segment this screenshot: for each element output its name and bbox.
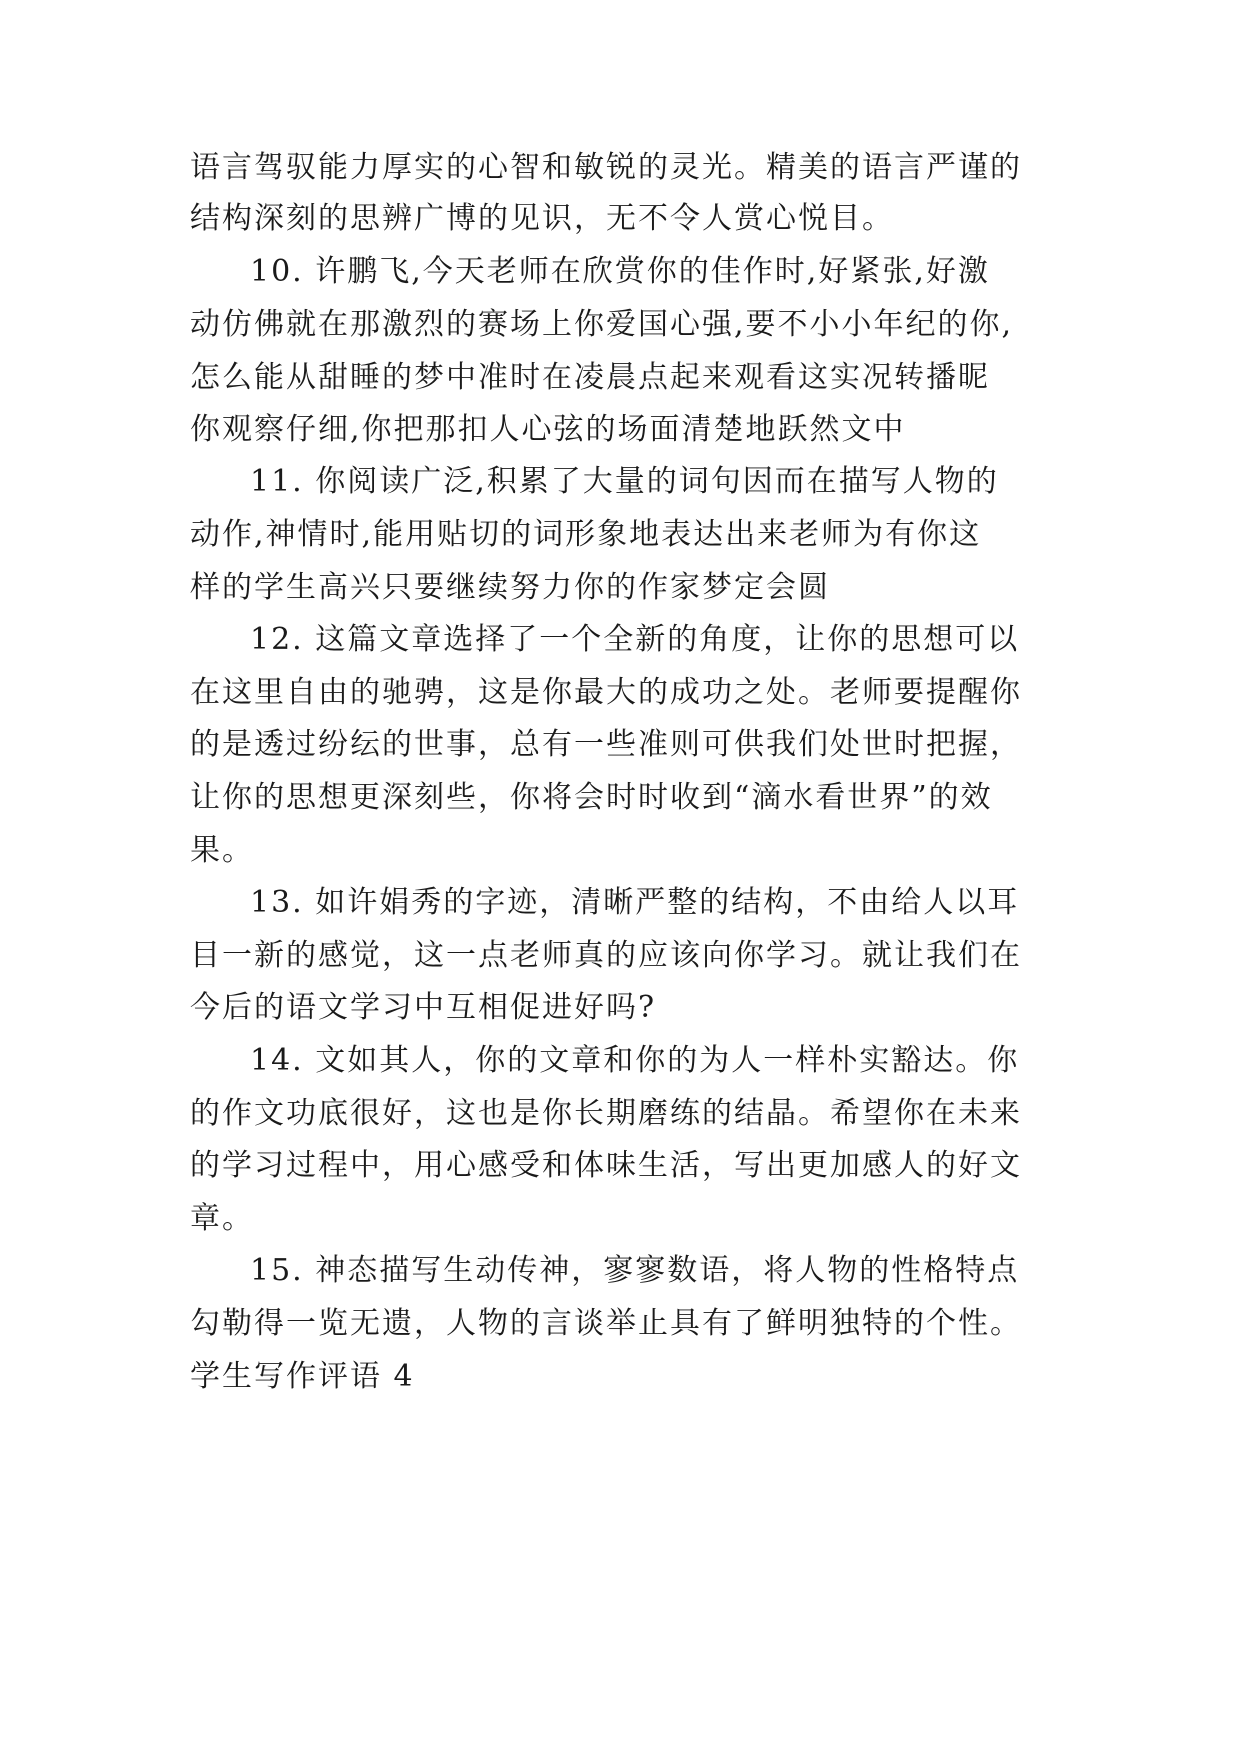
text-line: 的作文功底很好，这也是你长期磨练的结晶。希望你在未来 (190, 1096, 1022, 1131)
text-line: 语言驾驭能力厚实的心智和敏锐的灵光。精美的语言严谨的 (190, 150, 1022, 185)
text-line: 果。 (190, 833, 254, 868)
section-heading: 学生写作评语 4 (190, 1359, 415, 1394)
text-line: 你观察仔细,你把那扣人心弦的场面清楚地跃然文中 (190, 412, 906, 447)
text-line: 勾勒得一览无遗，人物的言谈举止具有了鲜明独特的个性。 (190, 1306, 1022, 1341)
text-line: 结构深刻的思辨广博的见识，无不令人赏心悦目。 (190, 201, 894, 236)
text-line: 章。 (190, 1201, 254, 1236)
text-line: 今后的语文学习中互相促进好吗? (190, 990, 657, 1025)
text-line: 动仿佛就在那激烈的赛场上你爱国心强,要不小小年纪的你, (190, 307, 1014, 342)
text-line: 在这里自由的驰骋，这是你最大的成功之处。老师要提醒你 (190, 675, 1022, 710)
paragraph-11-start: 11. 你阅读广泛,积累了大量的词句因而在描写人物的 (250, 464, 999, 499)
text-line: 怎么能从甜睡的梦中准时在凌晨点起来观看这实况转播昵 (190, 360, 990, 395)
text-line: 让你的思想更深刻些，你将会时时收到“滴水看世界”的效 (190, 780, 993, 815)
text-line: 动作,神情时,能用贴切的词形象地表达出来老师为有你这 (190, 517, 982, 552)
paragraph-12-start: 12. 这篇文章选择了一个全新的角度，让你的思想可以 (250, 622, 1020, 657)
text-line: 的是透过纷纭的世事，总有一些准则可供我们处世时把握， (190, 727, 1022, 762)
paragraph-13-start: 13. 如许娟秀的字迹，清晰严整的结构，不由给人以耳 (250, 885, 1020, 920)
text-line: 的学习过程中，用心感受和体味生活，写出更加感人的好文 (190, 1148, 1022, 1183)
text-line: 目一新的感觉，这一点老师真的应该向你学习。就让我们在 (190, 938, 1022, 973)
paragraph-15-start: 15. 神态描写生动传神，寥寥数语，将人物的性格特点 (250, 1253, 1020, 1288)
text-line: 样的学生高兴只要继续努力你的作家梦定会圆 (190, 570, 830, 605)
paragraph-10-start: 10. 许鹏飞,今天老师在欣赏你的佳作时,好紧张,好激 (250, 254, 990, 289)
paragraph-14-start: 14. 文如其人，你的文章和你的为人一样朴实豁达。你 (250, 1043, 1020, 1078)
